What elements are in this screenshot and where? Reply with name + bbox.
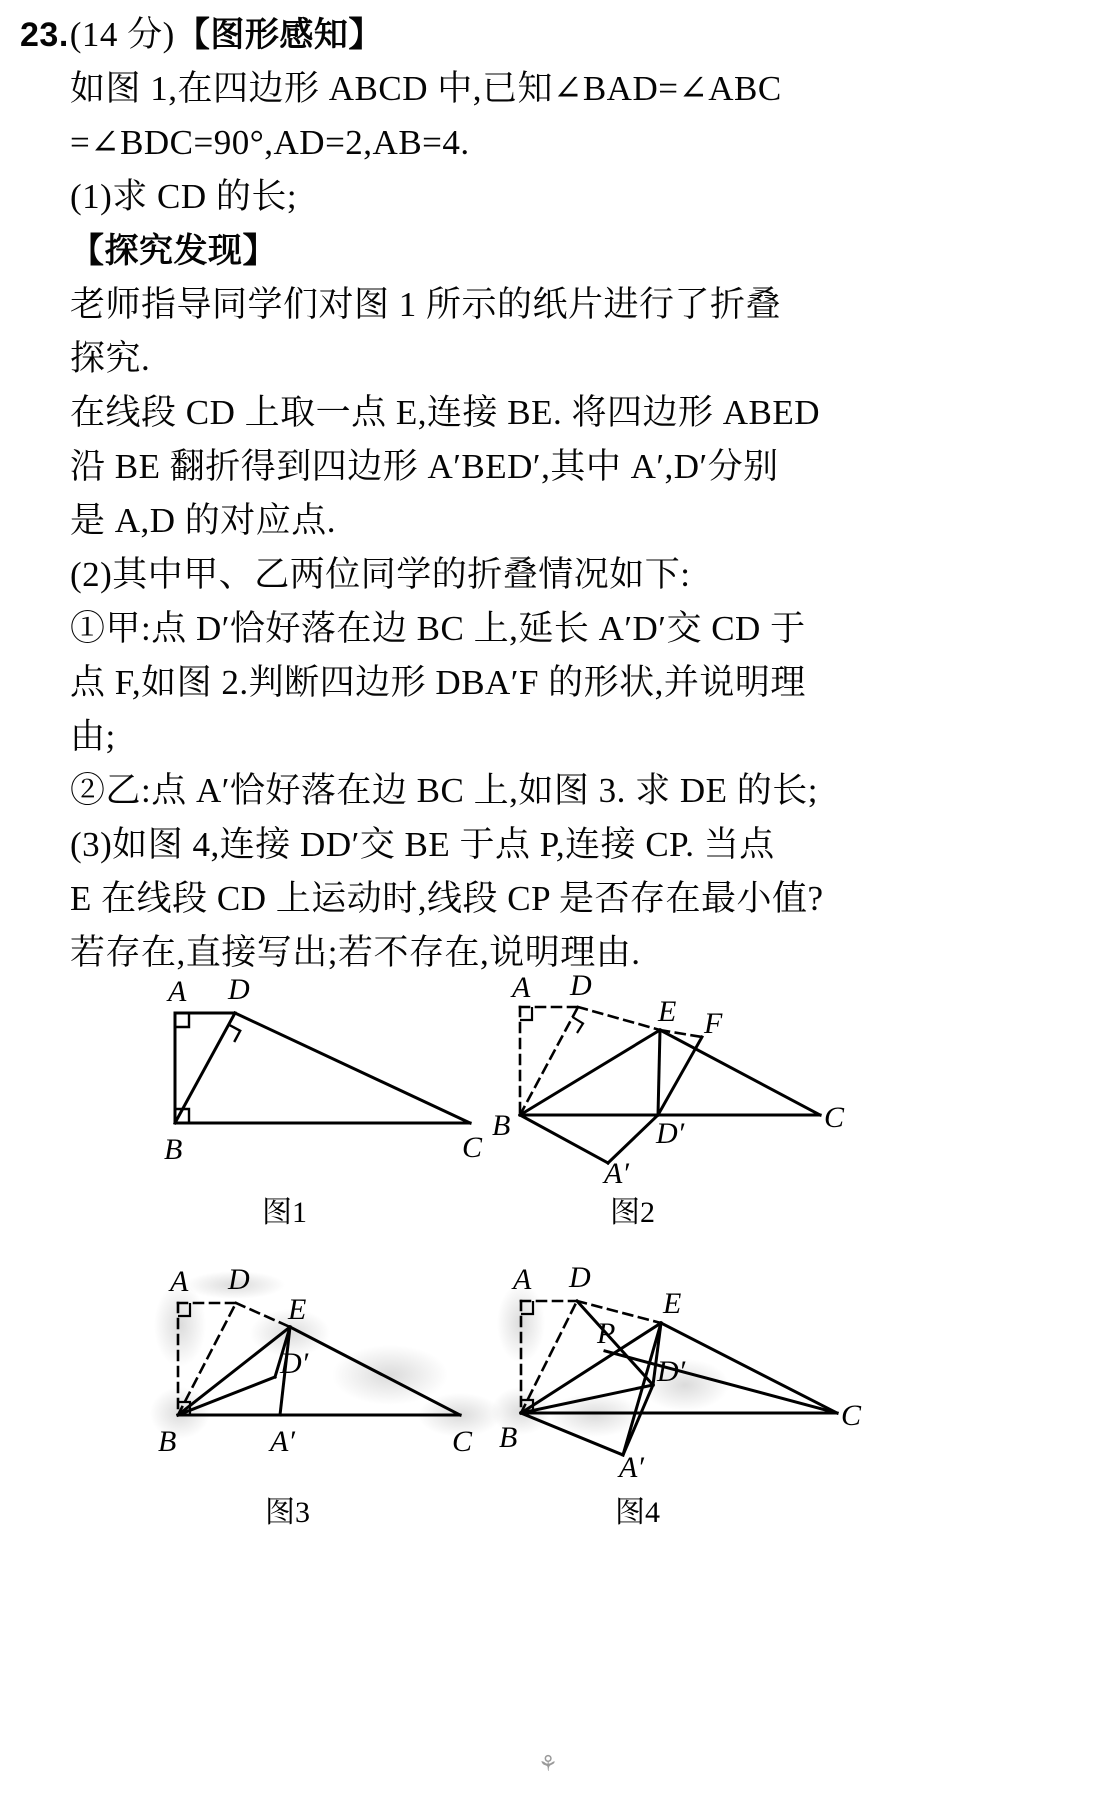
figure-4-label-P: P — [597, 1317, 616, 1350]
problem-line-14: E 在线段 CD 上运动时,线段 CP 是否存在最小值? — [70, 879, 824, 918]
problem-line-8: (2)其中甲、乙两位同学的折叠情况如下: — [70, 555, 691, 594]
figure-2-label-F: F — [704, 1007, 723, 1040]
segment-CP — [605, 1351, 837, 1413]
problem-line-6: 沿 BE 翻折得到四边形 A′BED′,其中 A′,D′分别 — [70, 447, 779, 486]
problem-line-0: 如图 1,在四边形 ABCD 中,已知∠BAD=∠ABC — [70, 69, 782, 108]
problem-number: 23. — [20, 16, 69, 54]
figure-4-label-E: E — [663, 1287, 682, 1320]
figure-2-label-C: C — [824, 1101, 845, 1134]
problem-line-15: 若存在,直接写出;若不存在,说明理由. — [70, 933, 641, 972]
right-angle-mark-D — [229, 1025, 241, 1042]
figure-3-label-B: B — [158, 1425, 177, 1458]
figure-3-caption: 图3 — [265, 1496, 310, 1529]
figure-3-label-Aprime: A′ — [270, 1425, 295, 1458]
figure-2-label-E: E — [658, 995, 677, 1028]
problem-line-10: 点 F,如图 2.判断四边形 DBA′F 的形状,并说明理 — [70, 663, 806, 702]
figure-3 — [140, 1265, 520, 1529]
figure-2-label-Dprime: D′ — [656, 1117, 685, 1150]
figure-1-label-C: C — [462, 1131, 483, 1164]
figure-3-drawing — [140, 1265, 520, 1485]
figure-4-label-D: D — [569, 1265, 591, 1294]
problem-score: (14 分) — [69, 15, 175, 54]
figure-2-label-D: D — [570, 975, 592, 1002]
figure-2-caption: 图2 — [610, 1196, 655, 1229]
figure-2-label-A: A — [512, 975, 531, 1004]
right-angle-mark-D — [573, 1017, 584, 1033]
figure-1-drawing — [140, 975, 520, 1185]
segment-B-Aprime — [520, 1115, 608, 1163]
section-title-2: 【探究发现】 — [70, 232, 277, 270]
segment-Aprime-Dprime — [608, 1115, 658, 1163]
segment-BE — [520, 1030, 660, 1115]
problem-text-block — [10, 8, 1086, 980]
figure-4-label-Dprime: D′ — [657, 1355, 686, 1388]
right-angle-mark-A — [520, 1007, 532, 1020]
segment-DE-dashed — [577, 1301, 661, 1323]
figure-2-label-B: B — [492, 1109, 511, 1142]
figure-2-drawing — [480, 975, 880, 1185]
figure-2-label-Aprime: A′ — [604, 1157, 629, 1185]
figure-3-label-D: D — [228, 1265, 250, 1296]
segment-DC — [235, 1013, 470, 1123]
figure-1 — [140, 975, 520, 1229]
section-title-2-line — [10, 224, 1086, 278]
problem-line-9: ①甲:点 D′恰好落在边 BC 上,延长 A′D′交 CD 于 — [70, 609, 806, 648]
page-footer-glyph: ⚘ — [538, 1751, 558, 1776]
section-title-1: 【图形感知】 — [175, 16, 383, 54]
problem-line-3: 老师指导同学们对图 1 所示的纸片进行了折叠 — [70, 285, 782, 324]
figure-4-caption: 图4 — [615, 1496, 660, 1529]
figure-1-label-B: B — [164, 1133, 183, 1166]
figure-1-label-D: D — [228, 975, 250, 1006]
figure-4-label-A: A — [513, 1265, 532, 1296]
segment-EC — [660, 1030, 820, 1115]
problem-line-11: 由; — [70, 717, 116, 756]
figure-3-label-C: C — [452, 1425, 473, 1458]
problem-line-2: (1)求 CD 的长; — [70, 177, 298, 216]
problem-line-heading — [10, 8, 1086, 62]
figure-4-label-Aprime: A′ — [619, 1451, 644, 1484]
problem-line-13: (3)如图 4,连接 DD′交 BE 于点 P,连接 CP. 当点 — [70, 825, 775, 864]
right-angle-mark-A — [175, 1013, 189, 1027]
figure-1-caption: 图1 — [262, 1196, 307, 1229]
figure-4-label-C: C — [841, 1399, 862, 1432]
figure-4 — [485, 1265, 885, 1529]
problem-line-5: 在线段 CD 上取一点 E,连接 BE. 将四边形 ABED — [70, 393, 821, 432]
problem-line-4: 探究. — [70, 339, 151, 378]
figure-4-drawing — [485, 1265, 885, 1485]
problem-line-12: ②乙:点 A′恰好落在边 BC 上,如图 3. 求 DE 的长; — [70, 771, 818, 810]
figure-1-label-A: A — [168, 975, 187, 1008]
figure-2 — [480, 975, 880, 1229]
figure-3-label-A: A — [170, 1265, 189, 1298]
segment-Dprime-F — [658, 1037, 702, 1115]
figure-3-label-E: E — [288, 1293, 307, 1326]
problem-line-7: 是 A,D 的对应点. — [70, 501, 337, 540]
figure-3-label-Dprime: D′ — [280, 1347, 309, 1380]
figure-4-label-B: B — [499, 1421, 518, 1454]
segment-BD — [175, 1013, 235, 1123]
segment-DE-dashed — [578, 1007, 660, 1030]
segment-E-Dprime — [658, 1030, 660, 1115]
problem-line-1: =∠BDC=90°,AD=2,AB=4. — [70, 123, 470, 162]
